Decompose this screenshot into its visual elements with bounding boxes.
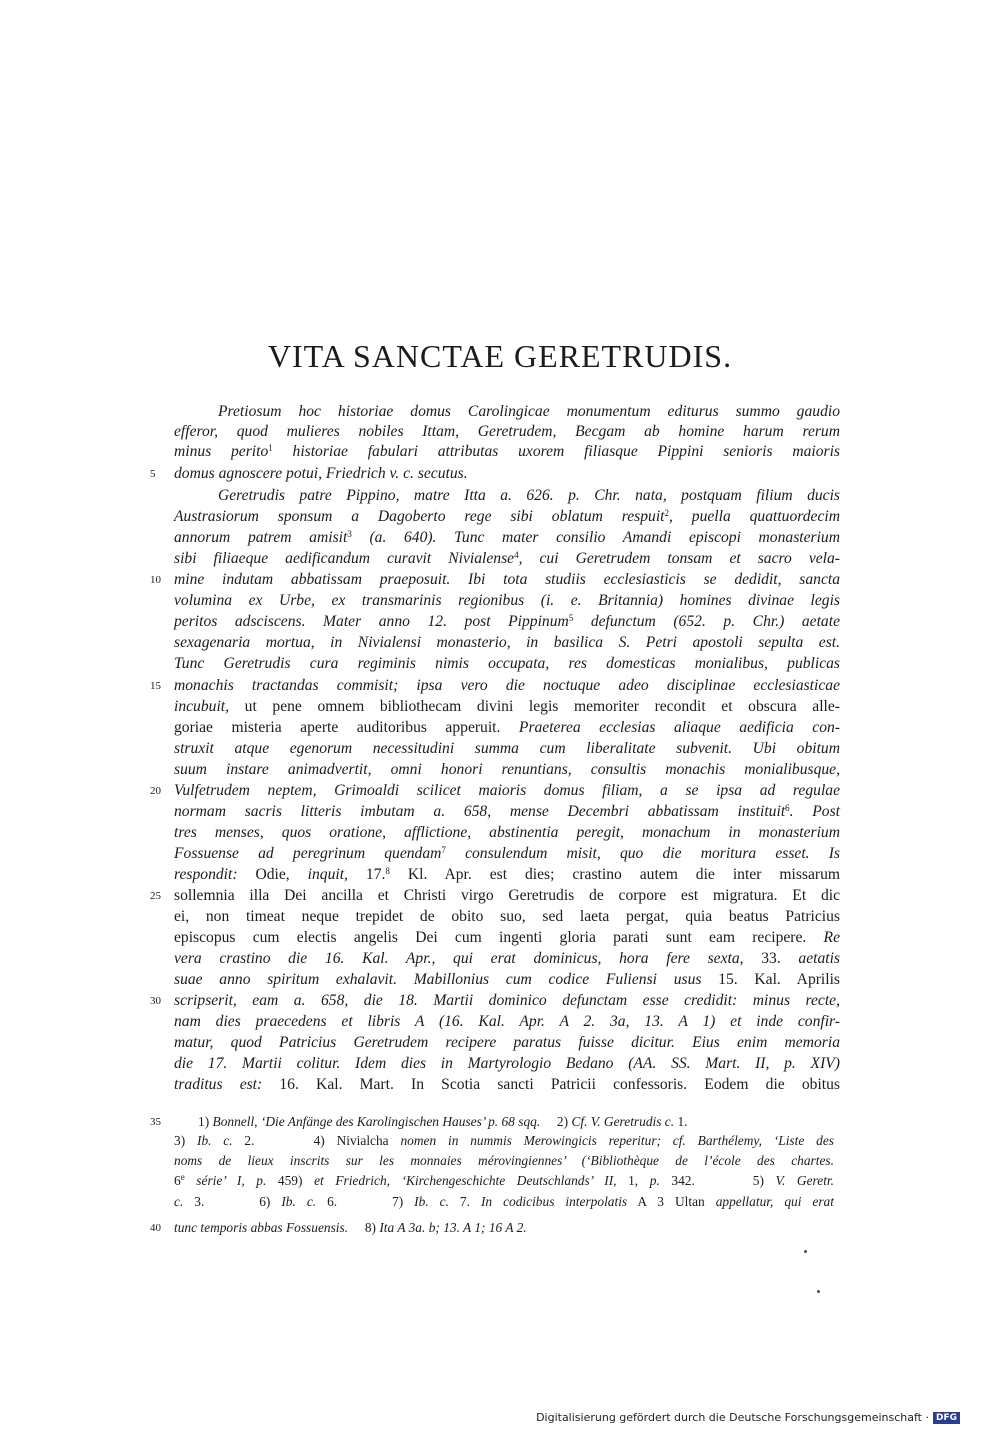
- text-span: In codicibus interpolatis: [480, 1194, 628, 1209]
- text-line: Pretiosum hoc historiae domus Carolingicae monumentum editurus summo gaudio: [218, 403, 840, 420]
- text-span: Bonnell, ‘Die Anfänge des Karolingischen Hauses’ p. 68 sqq.: [212, 1114, 541, 1129]
- text-span: inquit,: [307, 866, 348, 883]
- footnote-ref: 8: [385, 866, 390, 876]
- line-number: 10: [150, 574, 161, 586]
- text-span: A 3 Ultan: [627, 1194, 716, 1209]
- footnote-ref: 6: [785, 803, 790, 813]
- text-span: Odie,: [237, 866, 308, 883]
- text-span: Ita A 3a. b; 13. A 1; 16 A 2.: [379, 1220, 527, 1235]
- text-span: 33.: [743, 950, 799, 967]
- text-span: 2. 4) Nivialcha: [232, 1133, 401, 1148]
- text-line: [174, 718, 840, 738]
- line-number: 15: [150, 680, 161, 692]
- footnote-ref: 1: [268, 443, 273, 453]
- text-span: Re: [806, 929, 840, 946]
- text-line: volumina ex Urbe, ex transmarinis regionibus (i. e. Britannia) homines divinae legis: [174, 592, 840, 609]
- text-span: 7.: [448, 1194, 481, 1209]
- text-span: et Friedrich, ‘Kirchengeschichte Deutschlands’ II,: [314, 1173, 617, 1188]
- text-span: episcopus cum electis angelis Dei cum ingenti gloria parati sunt eam recipere.: [174, 929, 807, 946]
- text-span: 459): [266, 1173, 315, 1188]
- line-number: 20: [150, 785, 161, 797]
- line-number: 25: [150, 890, 161, 902]
- text-span: annorum patrem amisit: [174, 529, 348, 546]
- text-span: , puella quattuordecim: [669, 508, 840, 525]
- text-line: sexagenaria mortua, in Nivialensi monasterio, in basilica S. Petri apostoli sepulta est.: [174, 634, 840, 651]
- text-line: tres menses, quos oratione, afflictione, abstinentia peregit, monachum in monasterium: [174, 824, 840, 841]
- text-line: [174, 1075, 840, 1095]
- text-line: Geretrudis patre Pippino, matre Itta a. 626. p. Chr. nata, postquam filium ducis: [218, 487, 840, 504]
- text-line: efferor, quod mulieres nobiles Ittam, Geretrudem, Becgam ab homine harum rerum: [174, 423, 840, 440]
- credit-text: Digitalisierung gefördert durch die Deutsche Forschungsgemeinschaft ·: [536, 1411, 929, 1424]
- footnote-line: [174, 1193, 834, 1211]
- text-line: domus agnoscere potui, Friedrich v. c. secutus.: [174, 465, 468, 482]
- footnote-line: [198, 1113, 834, 1131]
- dfg-logo: DFG: [933, 1412, 960, 1424]
- text-span: tunc temporis abbas Fossuensis.: [174, 1220, 349, 1235]
- text-line: sollemnia illa Dei ancilla et Christi virgo Geretrudis de corpore est migratura. Et dic: [174, 887, 840, 904]
- text-span: goriae misteria aperte auditoribus apperuit.: [174, 719, 501, 736]
- text-line: [174, 844, 840, 864]
- text-span: V. Geretr.: [775, 1173, 834, 1188]
- text-span: vera crastino die 16. Kal. Apr., qui erat dominicus, hora fere sexta,: [174, 950, 744, 967]
- text-span: 16. Kal. Mart. In Scotia sancti Patricii confessoris. Eodem die obitus: [262, 1076, 840, 1093]
- text-span: 15. Kal. Aprilis: [701, 971, 840, 988]
- text-span: 3): [174, 1133, 197, 1148]
- text-line: nam dies praecedens et libris A (16. Kal. Apr. A 2. 3a, 13. A 1) et inde confir-: [174, 1013, 840, 1030]
- text-line: mine indutam abbatissam praeposuit. Ibi tota studiis ecclesiasticis se dedidit, sancta: [174, 571, 840, 588]
- text-line: [174, 697, 840, 717]
- footnote-ref: 4: [514, 550, 519, 560]
- text-line: scripserit, eam a. 658, die 18. Martii dominico defunctam esse credidit: minus recte,: [174, 992, 840, 1009]
- scan-speck: [817, 1290, 820, 1293]
- text-span: 2): [540, 1114, 572, 1129]
- text-span: peritos adsciscens. Mater anno 12. post Pippinum: [174, 613, 569, 630]
- text-span: , cui Geretrudem tonsam et sacro vela-: [518, 550, 840, 567]
- text-line: [174, 802, 840, 822]
- superscript: e: [180, 1172, 185, 1182]
- text-line: [174, 528, 840, 548]
- text-line: [174, 442, 840, 462]
- text-span: 1.: [674, 1114, 688, 1129]
- text-span: minus perito: [174, 443, 269, 460]
- text-span: p.: [649, 1173, 660, 1188]
- text-span: ut pene omnem bibliothecam divini legis memoriter recondit et obscura alle-: [229, 698, 840, 715]
- text-span: . Post: [789, 803, 840, 820]
- text-span: aetatis: [798, 950, 840, 967]
- footnote-line: [174, 1132, 834, 1150]
- text-span: 6: [174, 1173, 181, 1188]
- text-span: Ib. c.: [414, 1194, 449, 1209]
- text-span: suae anno spiritum exhalavit. Mabillonius cum codice Fuliensi usus: [174, 971, 702, 988]
- text-span: normam sacris litteris imbutam a. 658, mense Decembri abbatissam instituit: [174, 803, 786, 820]
- line-number: 30: [150, 995, 161, 1007]
- footnote-ref: 2: [664, 508, 669, 518]
- text-span: appellatur, qui erat: [715, 1194, 834, 1209]
- text-line: [174, 507, 840, 527]
- text-span: Ib. c.: [281, 1194, 317, 1209]
- text-span: Ib. c.: [196, 1133, 233, 1148]
- text-span: Austrasiorum sponsum a Dagoberto rege sibi oblatum respuit: [174, 508, 665, 525]
- text-line: [174, 612, 840, 632]
- text-span: série’ I, p.: [184, 1173, 267, 1188]
- text-span: noms de lieux inscrits sur les monnaies mérovingiennes’ (‘Bibliothèque de l’école des chartes.: [174, 1153, 834, 1168]
- line-number: 40: [150, 1222, 161, 1234]
- text-span: (a. 640). Tunc mater consilio Amandi episcopi monasterium: [351, 529, 840, 546]
- text-span: 1,: [616, 1173, 650, 1188]
- text-line: ei, non timeat neque trepidet de obito suo, sed laeta pergat, quia beatus Patricius: [174, 908, 840, 925]
- text-line: Tunc Geretrudis cura regiminis nimis occupata, res domesticas monialibus, publicas: [174, 655, 840, 672]
- text-span: Kl. Apr. est dies; crastino autem die inter missarum: [389, 866, 840, 883]
- footnote-ref: 7: [441, 845, 446, 855]
- text-line: monachis tractandas commisit; ipsa vero die noctuque adeo disciplinae ecclesiasticae: [174, 677, 840, 694]
- text-span: defunctum (652. p. Chr.) aetate: [573, 613, 840, 630]
- page-title: VITA SANCTAE GERETRUDIS.: [267, 338, 733, 374]
- text-line: [174, 949, 840, 969]
- text-span: consulendum misit, quo die moritura esset. Is: [445, 845, 840, 862]
- footnote-ref: 5: [568, 613, 574, 623]
- text-line: [174, 865, 840, 885]
- text-span: 17.: [347, 866, 386, 883]
- text-span: c.: [174, 1194, 184, 1209]
- text-span: nomen in nummis Merowingicis reperitur; cf. Barthélemy, ‘Liste des: [400, 1133, 834, 1148]
- text-span: traditus est:: [174, 1076, 263, 1093]
- digitization-credit: [536, 1411, 960, 1424]
- text-line: [174, 970, 840, 990]
- text-span: historiae fabulari attributas uxorem filiasque Pippini senioris maioris: [272, 443, 840, 460]
- text-span: 8): [348, 1220, 380, 1235]
- text-line: [174, 928, 840, 948]
- line-number: 35: [150, 1116, 161, 1128]
- text-span: incubuit,: [174, 698, 230, 715]
- footnote-line: [174, 1219, 834, 1237]
- line-number: 5: [150, 468, 156, 480]
- text-span: Praeterea ecclesias aliaque aedificia con-: [500, 719, 841, 736]
- text-span: respondit:: [174, 866, 238, 883]
- text-line: struxit atque egenorum necessitudini summa cum liberalitate subvenit. Ubi obitum: [174, 740, 840, 757]
- text-span: 3. 6): [183, 1194, 282, 1209]
- text-span: Fossuense ad peregrinum quendam: [174, 845, 442, 862]
- text-span: sibi filiaeque aedificandum curavit Nivialense: [174, 550, 515, 567]
- text-line: [174, 549, 840, 569]
- text-line: matur, quod Patricius Geretrudem recipere paratus fuisse dicitur. Eius enim memoria: [174, 1034, 840, 1051]
- text-span: Cf. V. Geretrudis c.: [571, 1114, 675, 1129]
- text-span: 1): [198, 1114, 213, 1129]
- text-span: 342. 5): [659, 1173, 776, 1188]
- text-span: 6. 7): [316, 1194, 415, 1209]
- footnote-line: [174, 1172, 834, 1190]
- text-line: Vulfetrudem neptem, Grimoaldi scilicet maioris domus filiam, a se ipsa ad regulae: [174, 782, 840, 799]
- scan-speck: [804, 1250, 807, 1253]
- text-line: suum instare animadvertit, omni honori renuntians, consultis monachis monialibusque,: [174, 761, 840, 778]
- text-line: die 17. Martii colitur. Idem dies in Martyrologio Bedano (AA. SS. Mart. II, p. XIV): [174, 1055, 840, 1072]
- footnote-ref: 3: [347, 529, 352, 539]
- footnote-line: [174, 1152, 834, 1170]
